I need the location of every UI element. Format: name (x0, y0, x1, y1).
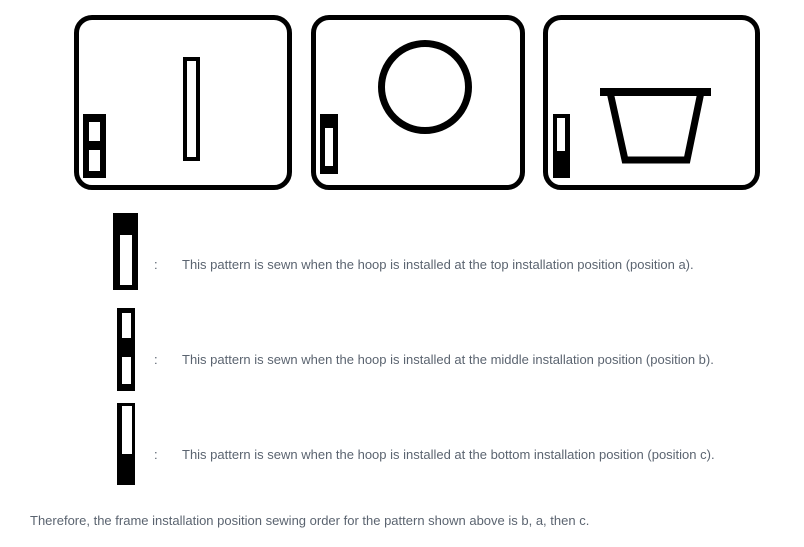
legend-text-position-c: This pattern is sewn when the hoop is installed at the bottom installation position (position c). (182, 447, 715, 462)
pattern-box-trapezoid (543, 15, 760, 190)
hoop-position-middle-b-icon (83, 114, 106, 178)
hoop-position-bottom-c-icon (117, 403, 135, 485)
trapezoid-pattern-icon (598, 86, 714, 168)
legend-text-position-b: This pattern is sewn when the hoop is installed at the middle installation position (position b). (182, 352, 714, 367)
hoop-position-bottom-c-icon (553, 114, 570, 178)
hoop-position-top-a-icon (113, 213, 138, 290)
vertical-bar-pattern-icon (183, 57, 200, 161)
hoop-position-middle-b-icon (117, 308, 135, 391)
hoop-position-top-a-icon (320, 114, 338, 174)
legend-colon: : (154, 447, 158, 462)
sewing-order-conclusion: Therefore, the frame installation position sewing order for the pattern shown above is b, a, then c. (30, 513, 590, 528)
pattern-box-bar (74, 15, 292, 190)
legend-colon: : (154, 352, 158, 367)
legend-text-position-a: This pattern is sewn when the hoop is installed at the top installation position (position a). (182, 257, 694, 272)
legend-colon: : (154, 257, 158, 272)
pattern-box-circle (311, 15, 525, 190)
circle-pattern-icon (378, 40, 472, 134)
